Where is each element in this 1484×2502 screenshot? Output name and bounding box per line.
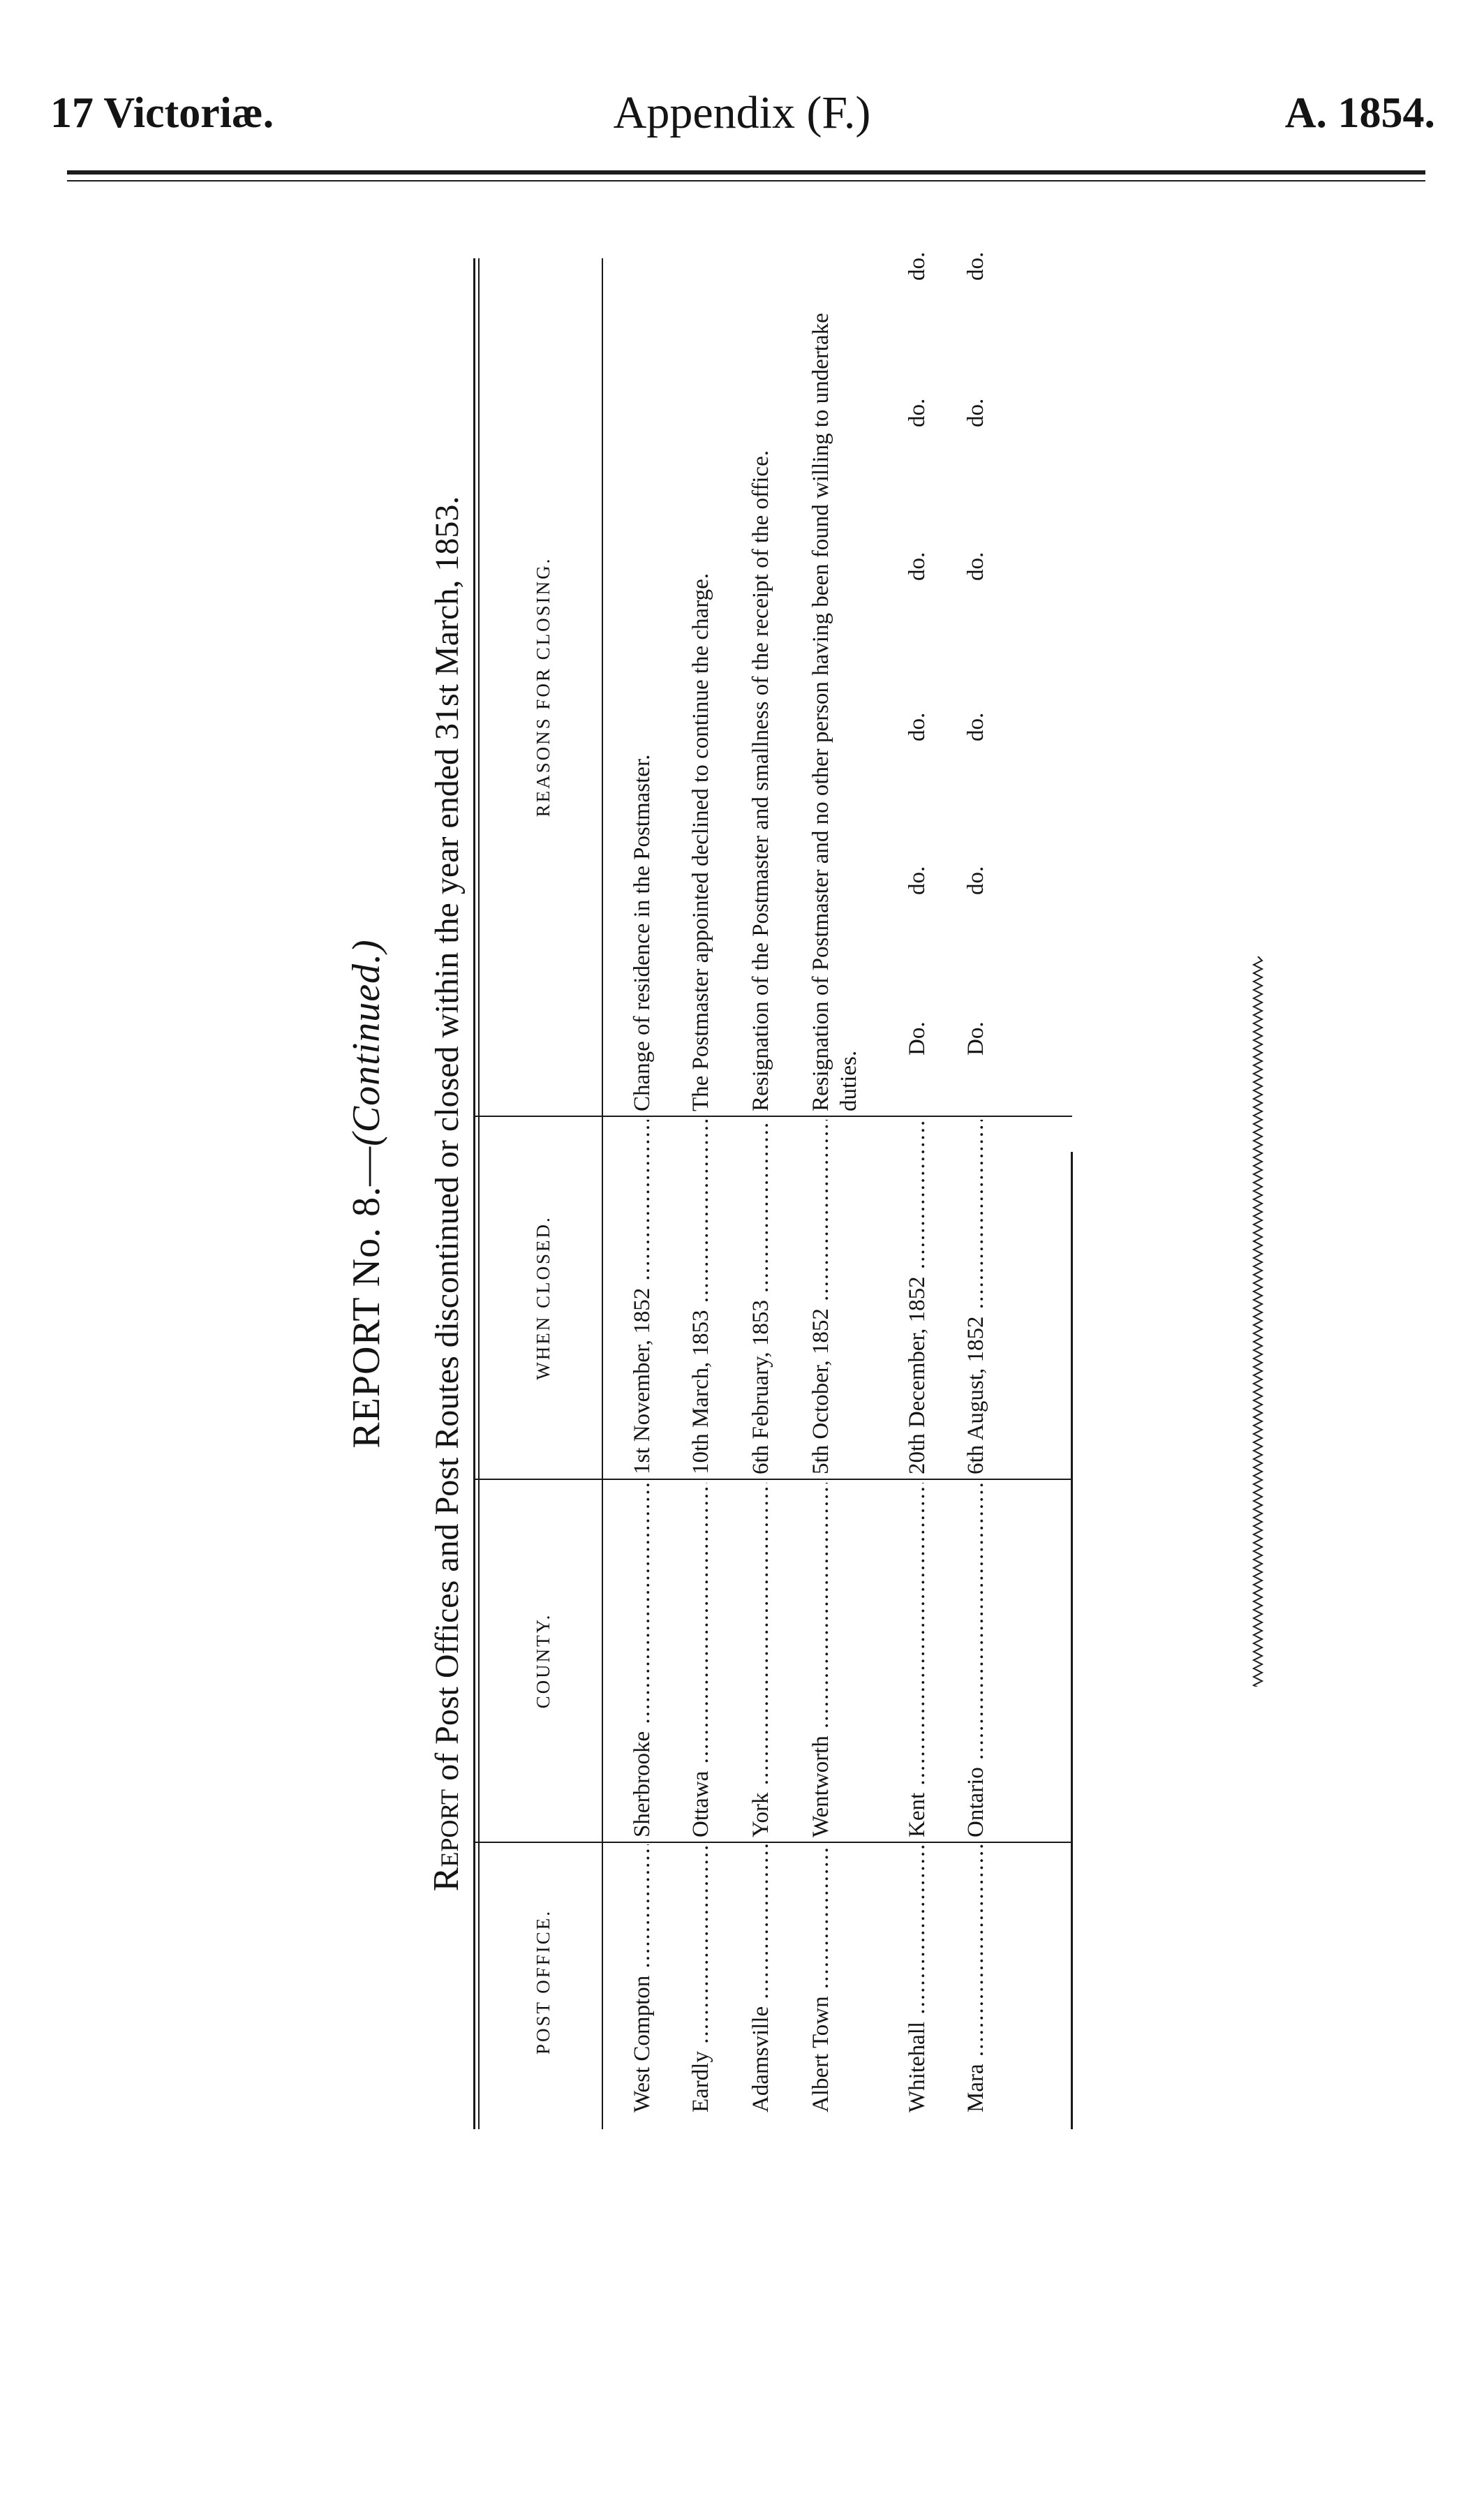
table-row	[962, 251, 1046, 2129]
cell-reason: Change of residence in the Postmaster.	[630, 754, 655, 1111]
column-header-reasons: REASONS FOR CLOSING.	[533, 556, 554, 817]
running-header	[0, 85, 1484, 141]
ditto-mark: do.	[963, 552, 988, 581]
ditto-mark: do.	[963, 398, 988, 427]
report-title-continued: (Continued.)	[345, 939, 388, 1146]
table-top-rule-inner	[478, 258, 480, 2129]
cell-reason: The Postmaster appointed declined to continue the charge.	[688, 573, 713, 1111]
ditto-mark: do.	[963, 251, 988, 281]
cell-post-office: Mara .....	[962, 1844, 990, 2112]
ditto-mark: do.	[963, 712, 988, 741]
cell-post-office: Adamsville .....	[747, 1844, 775, 2112]
rotated-report	[335, 251, 1159, 2136]
table-top-rule	[473, 258, 475, 2129]
cell-county: Ontario .....	[962, 1483, 990, 1837]
cell-reason-ditto	[903, 251, 931, 1111]
cell-post-office: Eardly .....	[687, 1844, 715, 2112]
cell-reason-ditto	[962, 251, 990, 1111]
cell-reason: Resignation of the Postmaster and smallness of the receipt of the office.	[748, 450, 773, 1111]
ditto-mark: do.	[905, 552, 930, 581]
cell-county: Ottawa .....	[687, 1483, 715, 1837]
column-header-when-closed: WHEN CLOSED.	[533, 1215, 554, 1380]
running-head-appendix: Appendix (F.)	[613, 87, 871, 138]
table-bottom-rule	[1071, 1152, 1073, 2129]
cell-county: York .....	[747, 1483, 775, 1837]
table-row	[807, 258, 891, 2129]
report-table	[473, 251, 1074, 2129]
report-title	[335, 251, 398, 2136]
cell-county: Wentworth .....	[807, 1483, 835, 1837]
ditto-mark: Do.	[963, 1021, 988, 1056]
table-header-rule	[602, 258, 603, 2129]
report-subtitle-rest: of Post Offices and Post Routes discontinued or closed within the year ended 31st March, 1853.	[429, 496, 466, 1789]
cell-when-closed: 6th August, 1852 .....	[962, 1120, 990, 1474]
cell-post-office: West Compton .....	[628, 1844, 656, 2112]
cell-reason: Resignation of Postmaster and no other person having been found willing to undertake duties.	[808, 313, 861, 1111]
cell-post-office: Albert Town .....	[807, 1844, 835, 2112]
running-head-session: 17 Victoriæ.	[50, 89, 274, 137]
cell-when-closed: 6th February, 1853 .....	[747, 1120, 775, 1474]
column-header-county: COUNTY.	[533, 1613, 554, 1709]
ditto-mark: do.	[905, 712, 930, 741]
cell-when-closed: 1st November, 1852 .....	[628, 1120, 656, 1474]
ditto-mark: Do.	[905, 1021, 930, 1056]
running-head-year: A. 1854.	[1284, 89, 1435, 137]
header-rule-thin	[67, 180, 1425, 182]
cell-county: Sherbrooke .....	[628, 1483, 656, 1837]
ditto-mark: do.	[905, 398, 930, 427]
ditto-mark: do.	[963, 866, 988, 895]
cell-post-office: Whitehall .....	[903, 1844, 931, 2112]
ditto-mark: do.	[905, 866, 930, 895]
decorative-wavy-rule	[1251, 956, 1265, 1687]
column-header-post-office: POST OFFICE.	[533, 1909, 554, 2055]
report-title-main: REPORT No. 8.—	[345, 1146, 388, 1449]
cell-when-closed: 5th October, 1852 .....	[807, 1120, 835, 1474]
report-subtitle-first-word: Report	[426, 1789, 466, 1892]
cell-when-closed: 10th March, 1853 .....	[687, 1120, 715, 1474]
ditto-mark: do.	[905, 251, 930, 281]
header-rule-thick	[67, 170, 1425, 175]
cell-when-closed: 20th December, 1852 .....	[903, 1120, 931, 1474]
report-subtitle	[419, 251, 475, 2136]
cell-county: Kent .....	[903, 1483, 931, 1837]
